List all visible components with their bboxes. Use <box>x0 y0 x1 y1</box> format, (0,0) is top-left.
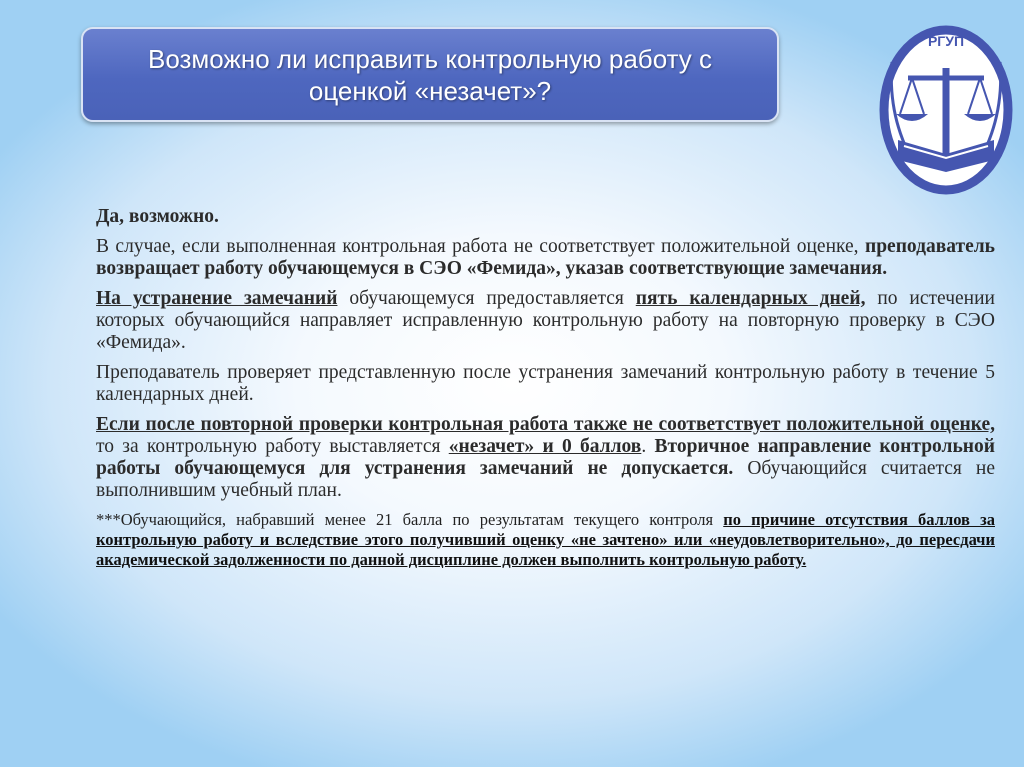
correction-term-rest: по истечении которых обучающийся направляет исправленную контрольную работу на повторную проверку в СЭО «Фемида». <box>96 288 995 353</box>
footnote <box>96 510 995 570</box>
title-box <box>81 27 779 122</box>
answer-heading-text: Да, возможно. <box>96 206 219 227</box>
scales-of-justice-on-book-icon <box>878 22 1014 197</box>
paragraph-return-text: В случае, если выполненная контрольная работа не соответствует положительной оценке, <box>96 236 865 257</box>
fail-grade: «незачет» и 0 баллов <box>448 436 642 457</box>
slide-title: Возможно ли исправить контрольную работу с оценкой «незачет»? <box>147 43 713 106</box>
content-body <box>96 206 995 578</box>
footnote-text: ***Обучающийся, набравший менее 21 балла по результатам текущего контроля <box>96 510 724 529</box>
university-logo <box>878 22 1014 197</box>
paragraph-recheck-text: Преподаватель проверяет представленную после устранения замечаний контрольную работу в течение 5 календарных дней. <box>96 362 995 405</box>
fail-condition: Если после повторной проверки контрольная работа также не соответствует положительной оценке, <box>96 414 995 435</box>
paragraph-recheck <box>96 362 995 406</box>
correction-term-label: На устранение замечаний <box>96 288 338 309</box>
paragraph-return-bold: преподаватель возвращает работу обучающемуся в СЭО «Фемида», указав соответствующие замечания. <box>96 236 995 279</box>
paragraph-correction-term <box>96 288 995 354</box>
paragraph-fail <box>96 414 995 502</box>
answer-heading <box>96 206 995 228</box>
correction-term-text: обучающемуся предоставляется <box>337 288 636 309</box>
fail-no-resubmit: Вторичное направление контрольной работы обучающемуся для устранения замечаний не допускается. <box>96 436 995 479</box>
correction-term-days: пять календарных дней, <box>635 288 866 309</box>
fail-text: то за контрольную работу выставляется <box>96 436 449 457</box>
fail-conclusion: Обучающийся считается не выполнившим учебный план. <box>96 458 995 501</box>
footnote-bold: по причине отсутствия баллов за контрольную работу и вследствие этого получивший оценку «не зачтено» или «неудовлетворительно», до пересдачи академической задолженности по данной дисциплине должен выполнить контрольную работу. <box>96 510 995 569</box>
logo-text: РГУП <box>927 33 965 49</box>
fail-period: . <box>641 436 655 457</box>
paragraph-return <box>96 236 995 280</box>
